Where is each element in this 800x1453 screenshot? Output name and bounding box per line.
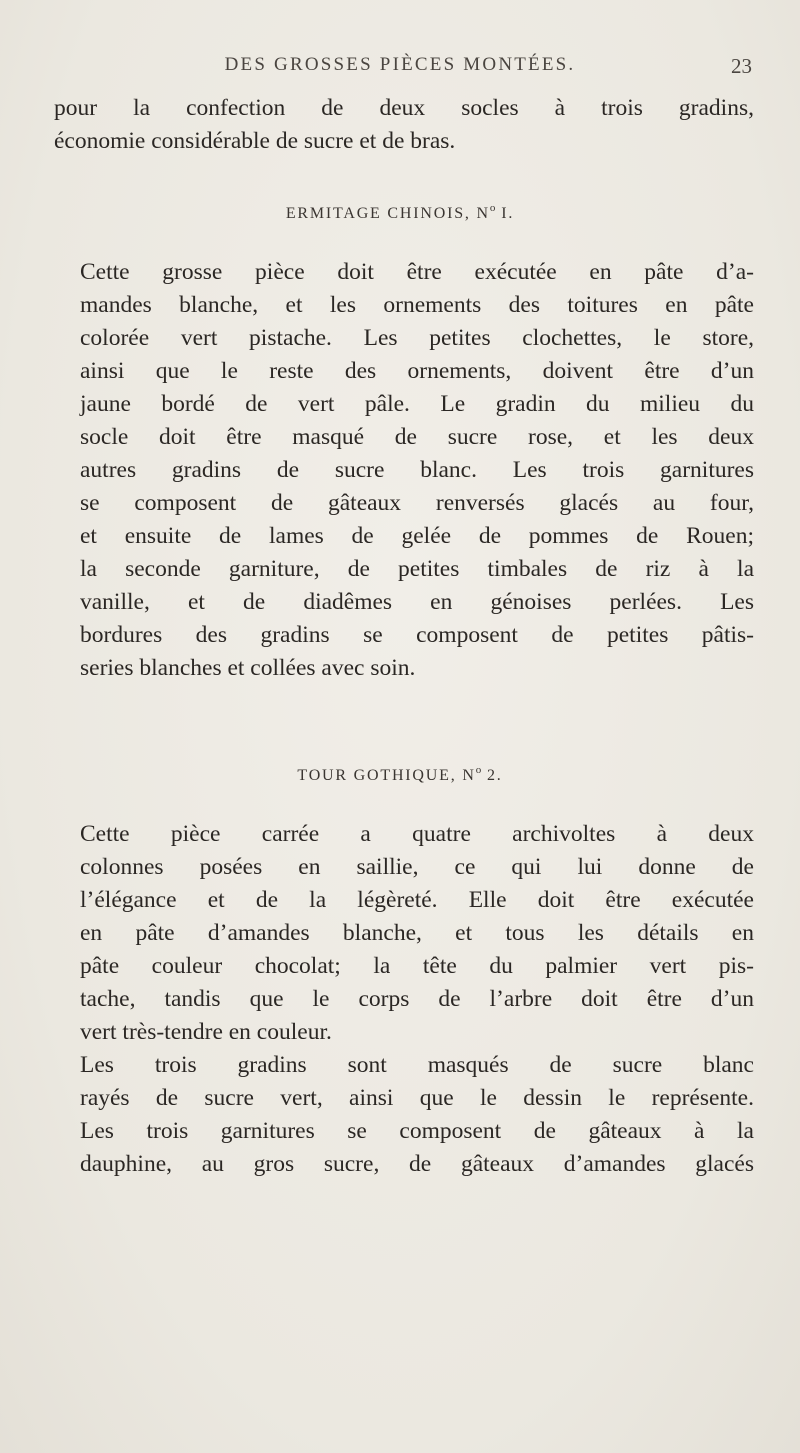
text-line: vert très-tendre en couleur. <box>80 1019 332 1045</box>
paragraph <box>54 92 754 158</box>
text-line: économie considérable de sucre et de bras. <box>54 128 456 154</box>
paragraph <box>54 1049 754 1181</box>
text-line: socle doit être masqué de sucre rose, et les deux <box>80 424 754 450</box>
text-line: Les trois gradins sont masqués de sucre blanc <box>80 1052 754 1078</box>
text-line: mandes blanche, et les ornements des toitures en pâte <box>80 292 754 318</box>
text-line: colorée vert pistache. Les petites clochettes, le store, <box>80 325 754 351</box>
text-line: dauphine, au gros sucre, de gâteaux d’amandes glacés <box>80 1151 754 1177</box>
heading-text: ERMITAGE CHINOIS, N <box>285 205 490 222</box>
text-line: Cette grosse pièce doit être exécutée en pâte d’a- <box>80 259 754 285</box>
section2-paragraphs <box>54 818 754 1181</box>
paragraph <box>54 818 754 1049</box>
running-head <box>0 54 800 88</box>
text-line: en pâte d’amandes blanche, et tous les détails en <box>80 920 754 946</box>
text-line: autres gradins de sucre blanc. Les trois garnitures <box>80 457 754 483</box>
heading-text: TOUR GOTHIQUE, N <box>297 767 476 784</box>
text-line: rayés de sucre vert, ainsi que le dessin le représente. <box>80 1085 754 1111</box>
text-line: Les trois garnitures se composent de gâteaux à la <box>80 1118 754 1144</box>
text-line: se composent de gâteaux renversés glacés au four, <box>80 490 754 516</box>
heading-superscript: o <box>489 202 496 214</box>
section-heading-tour-gothique <box>0 764 800 785</box>
text-line: pâte couleur chocolat; la tête du palmier vert pis- <box>80 953 754 979</box>
running-title: DES GROSSES PIÈCES MONTÉES. <box>224 54 576 75</box>
section1-paragraph <box>54 256 754 685</box>
intro-paragraph <box>54 92 754 158</box>
heading-number: 2. <box>481 767 503 784</box>
text-line: vanille, et de diadêmes en génoises perlées. Les <box>80 589 754 615</box>
text-line: la seconde garniture, de petites timbales de riz à la <box>80 556 754 582</box>
text-line: pour la confection de deux socles à trois gradins, <box>54 95 754 121</box>
text-line: l’élégance et de la légèreté. Elle doit être exécutée <box>80 887 754 913</box>
text-line: colonnes posées en saillie, ce qui lui donne de <box>80 854 754 880</box>
heading-number: I. <box>495 205 515 222</box>
text-line: tache, tandis que le corps de l’arbre doit être d’un <box>80 986 754 1012</box>
text-line: series blanches et collées avec soin. <box>80 655 416 681</box>
page-number: 23 <box>731 54 752 78</box>
section-heading-ermitage-chinois <box>0 202 800 223</box>
text-line: Cette pièce carrée a quatre archivoltes à deux <box>80 821 754 847</box>
paragraph <box>54 256 754 685</box>
heading-superscript: o <box>475 764 482 776</box>
text-line: bordures des gradins se composent de petites pâtis- <box>80 622 754 648</box>
text-line: et ensuite de lames de gelée de pommes de Rouen; <box>80 523 754 549</box>
text-line: ainsi que le reste des ornements, doivent être d’un <box>80 358 754 384</box>
text-line: jaune bordé de vert pâle. Le gradin du milieu du <box>80 391 754 417</box>
